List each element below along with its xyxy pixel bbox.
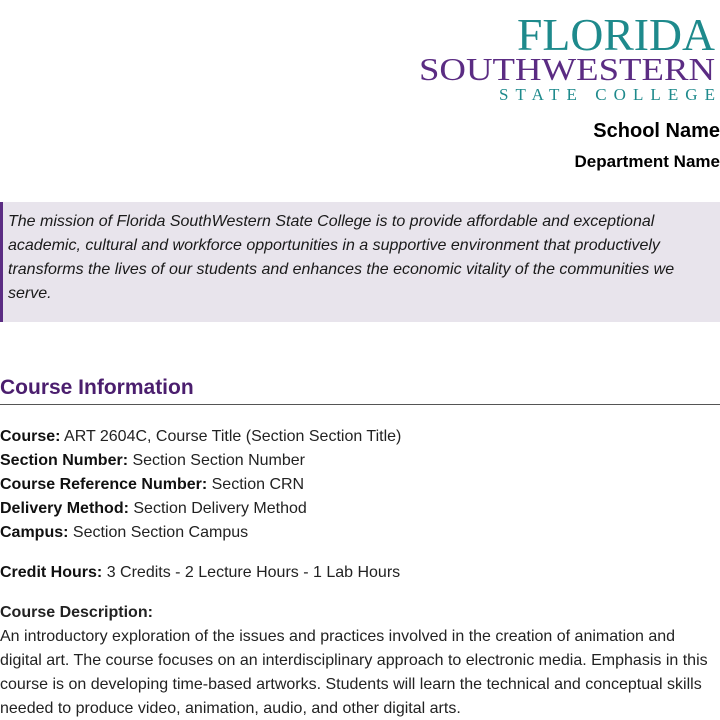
course-description-label: Course Description: [0,604,153,621]
course-row [0,425,720,449]
mission-statement: The mission of Florida SouthWestern State College is to provide affordable and exceptional academic, cultural and workforce opportunities in a supportive environment that productively transforms the lives of our students and enhances the economic vitality of the communities we serve. [0,202,720,322]
course-info-list [0,425,720,720]
delivery-method-label: Delivery Method: [0,500,129,517]
course-label: Course: [0,428,61,445]
campus-value: Section Section Campus [72,524,249,541]
course-information-heading: Course Information [0,374,720,405]
campus-row [0,521,720,545]
credit-hours-label: Credit Hours: [0,564,103,581]
school-name: School Name [593,120,720,142]
course-description-text: An introductory exploration of the issues and practices involved in the creation of animation and digital art. The course focuses on an interdisciplinary approach to electronic media. Emphasis in this course is on developing time-based artworks. Students will learn the technical and conceptual skills needed to produce video, animation, audio, and other digital arts. [0,628,708,717]
delivery-method-value: Section Delivery Method [133,500,307,517]
delivery-method-row [0,497,720,521]
crn-label: Course Reference Number: [0,476,208,493]
crn-value: Section CRN [211,476,305,493]
college-logo-graphic [418,8,718,104]
credit-hours-row [0,561,720,585]
college-logo [418,8,718,104]
department-name: Department Name [574,152,720,171]
spacer [0,545,720,561]
section-number-value: Section Section Number [132,452,305,469]
crn-row [0,473,720,497]
course-value: ART 2604C, Course Title (Section Section Title) [64,428,402,445]
spacer [0,585,720,601]
section-number-label: Section Number: [0,452,129,469]
credit-hours-value: 3 Credits - 2 Lecture Hours - 1 Lab Hours [106,564,401,581]
logo-line-state-college: STATE COLLEGE [499,85,715,104]
logo-line-florida: FLORIDA [517,9,715,60]
campus-label: Campus: [0,524,69,541]
page-header [0,0,720,202]
logo-line-southwestern: SOUTHWESTERN [419,51,715,87]
section-number-row [0,449,720,473]
